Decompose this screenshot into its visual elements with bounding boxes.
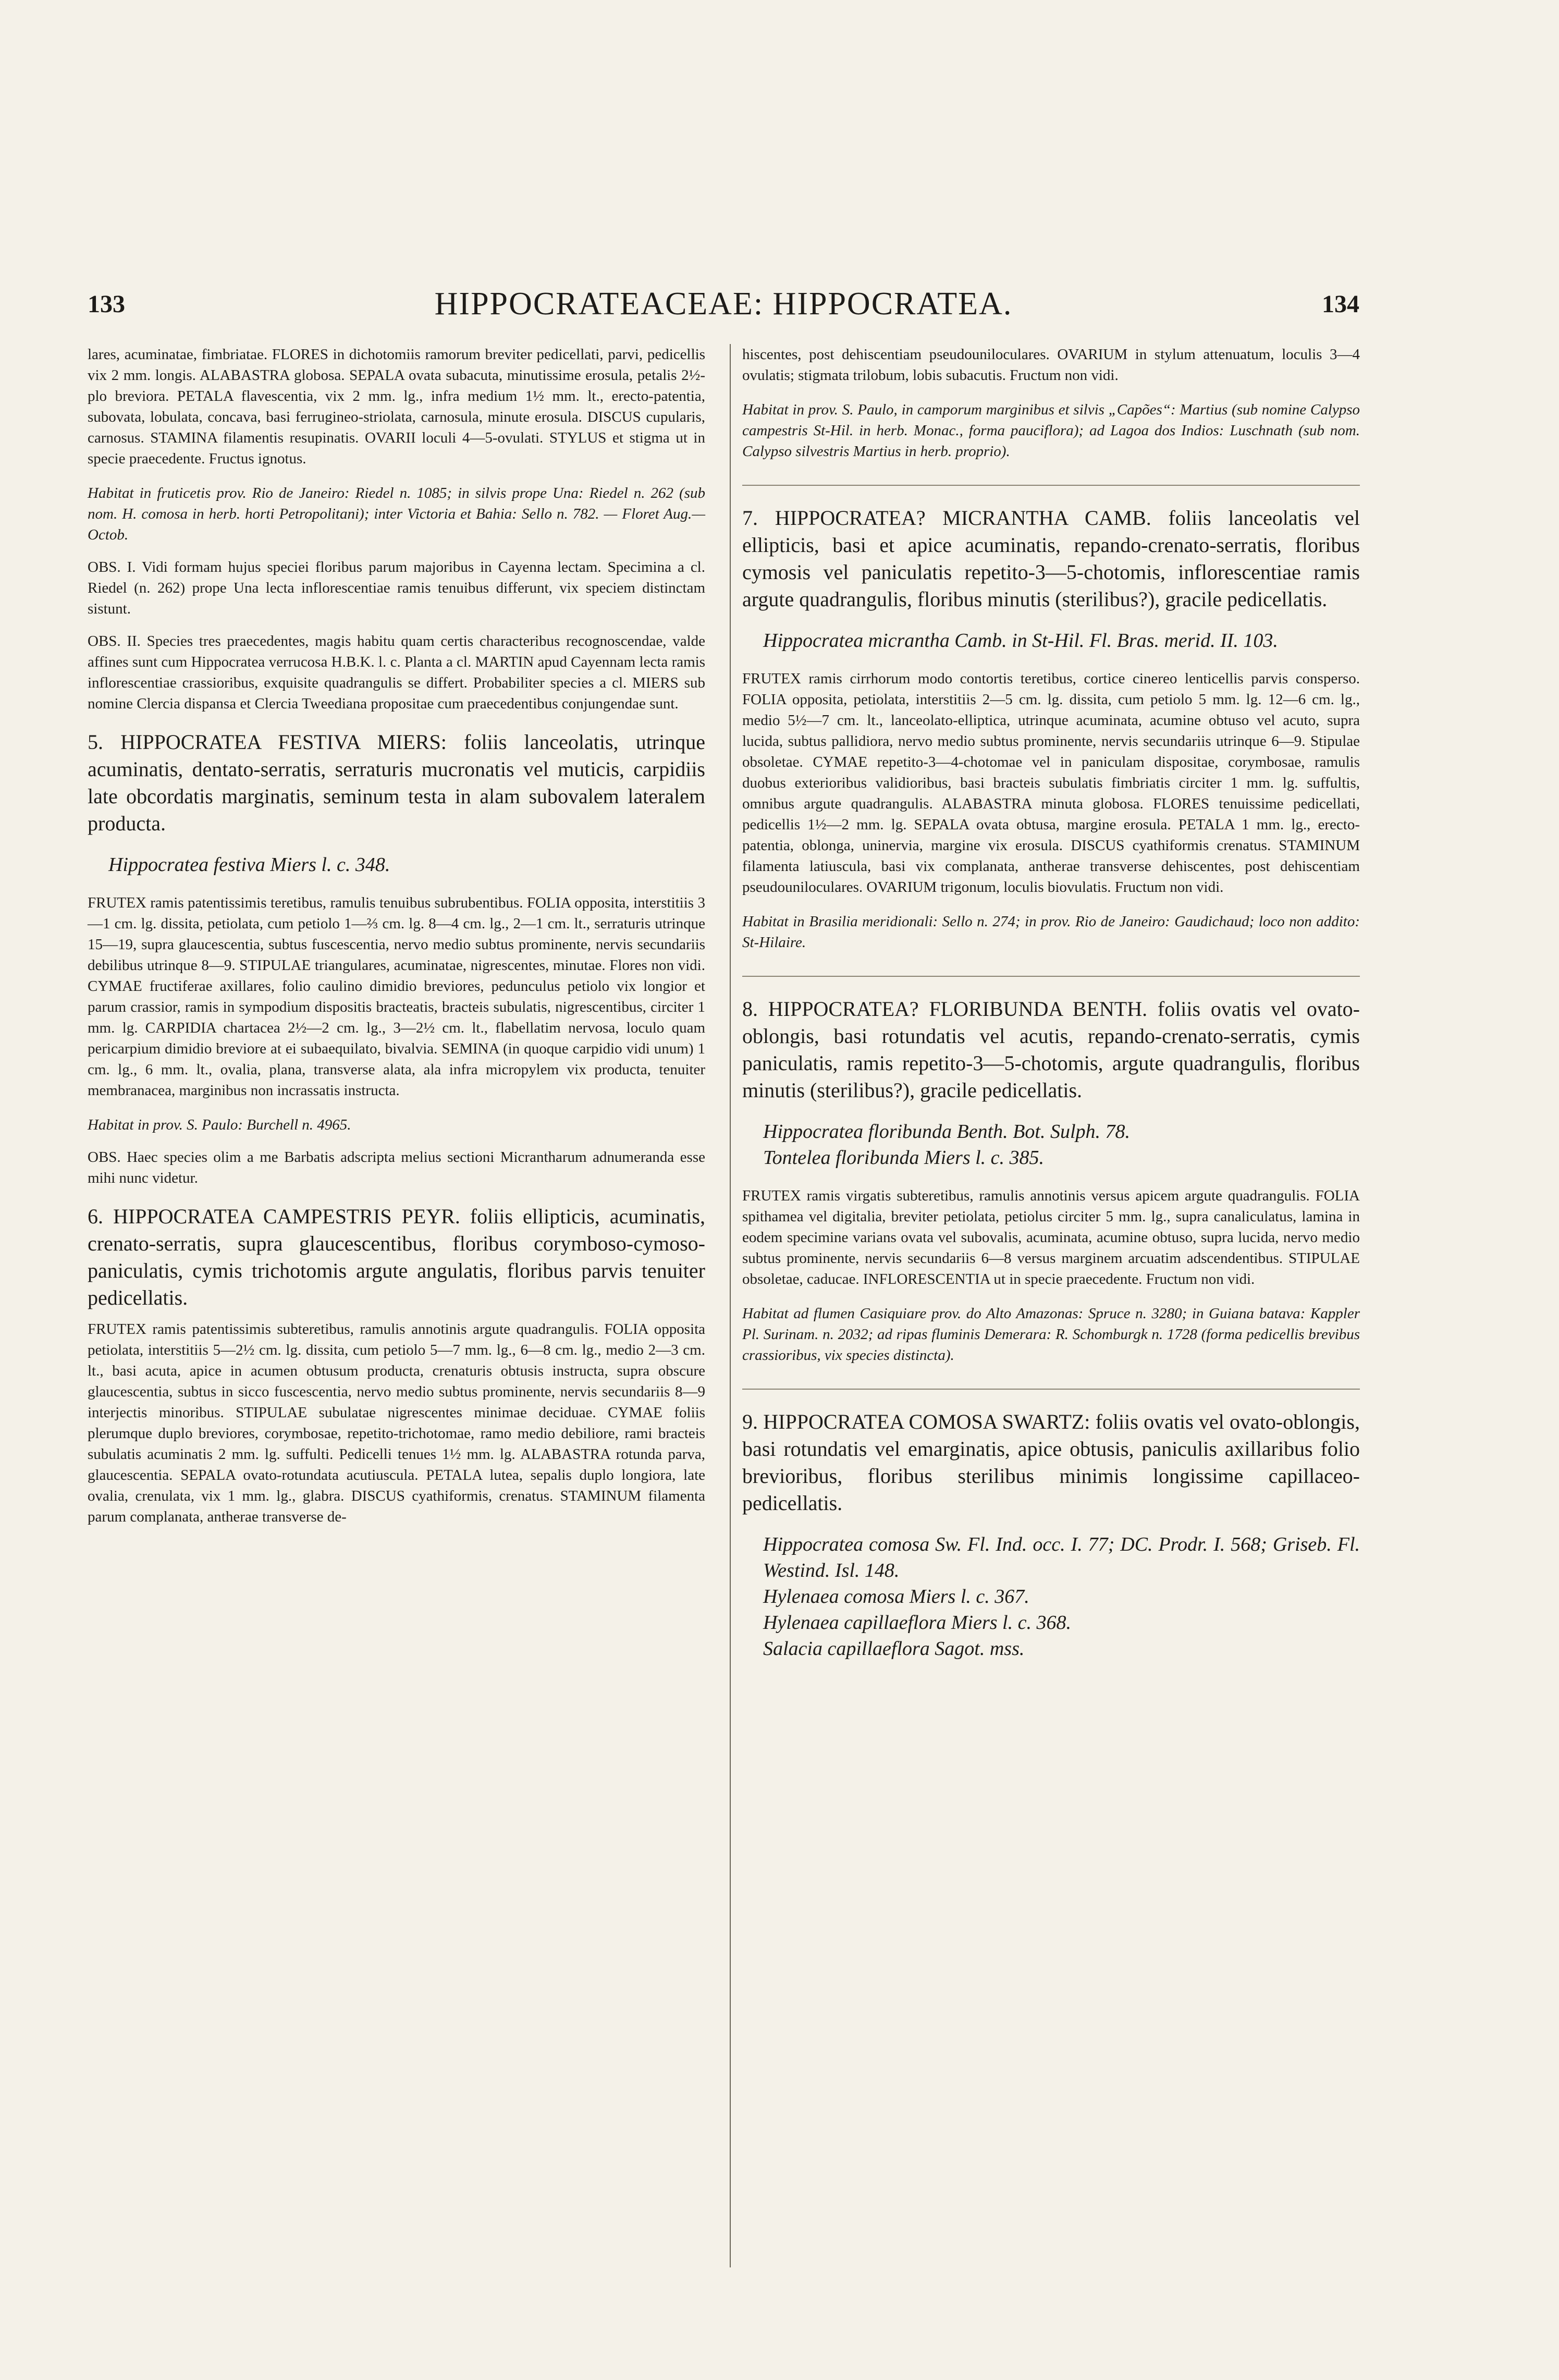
page-number-left: 133 (88, 290, 125, 318)
habitat-text: Habitat ad flumen Casiquiare prov. do Alto Amazonas: Spruce n. 3280; in Guiana batava: Kappler Pl. Surinam. n. 2032; ad ripas fluminis Demerara: R. Schomburgk n. 1728 (forma pedicellis brevibus crassioribus, vix species distincta). (742, 1305, 1360, 1364)
right-column (742, 344, 1360, 1662)
section-rule (742, 976, 1360, 977)
species-heading: 7. HIPPOCRATEA? MICRANTHA CAMB. foliis lanceolatis vel ellipticis, basi et apice acuminatis, repando-crenato-serratis, floribus cymosis vel paniculatis repetito-3—5-chotomis, inflorescentiae ramis argute quadrangulis, floribus minutis (sterilibus?), gracile pedicellatis. (742, 506, 1360, 611)
description-text: FRUTEX ramis virgatis subteretibus, ramulis annotinis versus apicem argute quadrangulis. FOLIA spithamea vel digitalia, breviter petiolata, petiolus circiter 5 mm. lg., supra canaliculatus, lamina in eodem specimine varians ovata vel subovalis, acuminata, acumine obtuso, supra lucida, nervo medio subtus prominente, nervis secundariis 6—8 versus marginem arcuatim adscendentibus. STIPULAE obsoletae, caducae. INFLORESCENTIA ut in specie praecedente. Fructum non vidi. (742, 1187, 1360, 1287)
synonym-line: Hippocratea floribunda Benth. Bot. Sulph. 78. (763, 1121, 1131, 1143)
habitat-text: Habitat in Brasilia meridionali: Sello n. 274; in prov. Rio de Janeiro: Gaudichaud; loco non addito: St-Hilaire. (742, 913, 1360, 951)
species-heading: 6. HIPPOCRATEA CAMPESTRIS PEYR. foliis ellipticis, acuminatis, crenato-serratis, supra glaucescentibus, floribus corymboso-cymoso-paniculatis, cymis trichotomis argute angulatis, floribus parvis tenuiter pedicellatis. (88, 1205, 705, 1309)
habitat-text: Habitat in prov. S. Paulo: Burchell n. 4965. (88, 1117, 351, 1133)
observation-text: OBS. Haec species olim a me Barbatis adscripta melius sectioni Micrantharum adnumeranda esse mihi nunc videtur. (88, 1149, 705, 1186)
species-heading: 8. HIPPOCRATEA? FLORIBUNDA BENTH. foliis ovatis vel ovato-oblongis, basi rotundatis vel acutis, repando-crenato-serratis, cymis paniculatis, ramis repetito-3—5-chotomis, argute quadrangulis, floribus minutis (sterilibus?), gracile pedicellatis. (742, 997, 1360, 1102)
description-text: FRUTEX ramis patentissimis subteretibus, ramulis annotinis argute quadrangulis. FOLIA opposita petiolata, interstitiis 5—2½ cm. lg. dissita, cum petiolo 5—7 mm. lg., 6—8 cm. lg., medio 2—3 cm. lt., basi acuta, apice in acumen obtusum producta, crenaturis obtusis instructa, supra obscure glaucescentia, subtus in sicco fuscescentia, nervo medio subtus prominente, nervis secundariis 8—9 interjectis minoribus. STIPULAE subulatae nigrescentes minimae deciduae. CYMAE foliis plerumque duplo breviores, corymbosae, repetito-trichotomae, ramo medio debiliore, rami bracteis subulatis acuminatis 2 mm. lg. suffulti. Pedicelli tenues 1½ mm. lg. ALABASTRA rotunda parva, glaucescentia. SEPALA ovato-rotundata acutiuscula. PETALA lutea, sepalis duplo longiora, late ovalia, crenulata, vix 1 mm. lg., glabra. DISCUS cyathiformis, crenatus. STAMINUM filamenta parum complanata, antherae transverse de- (88, 1321, 705, 1525)
species-heading: 9. HIPPOCRATEA COMOSA SWARTZ: foliis ovatis vel ovato-oblongis, basi rotundatis vel emarginatis, apice obtusis, paniculis axillaribus folio brevioribus, floribus sterilibus minimis longissime capillaceo-pedicellatis. (742, 1410, 1360, 1515)
habitat-text: Habitat in prov. S. Paulo, in camporum marginibus et silvis „Capões“: Martius (sub nomine Calypso campestris St-Hil. in herb. Monac., forma pauciflora); ad Lagoa dos Indios: Luschnath (sub nom. Calypso silvestris Martius in herb. proprio). (742, 401, 1360, 460)
column-divider (730, 344, 731, 2267)
observation-text: OBS. II. Species tres praecedentes, magis habitu quam certis characteribus recognoscendae, valde affines sunt cum Hippocratea verrucosa H.B.K. l. c. Planta a cl. MARTIN apud Cayennam lecta ramis inflorescentiae crassioribus, exquisite quadrangulis se differt. Probabiliter species a cl. MIERS sub nomine Clercia dispansa et Clercia Tweediana propositae cum praecedentibus conjungendae sunt. (88, 633, 705, 712)
synonym-line: Salacia capillaeflora Sagot. mss. (763, 1638, 1025, 1660)
section-rule (742, 485, 1360, 486)
synonym-line: Hippocratea festiva Miers l. c. 348. (108, 854, 390, 876)
page-number-right: 134 (1322, 290, 1359, 318)
paragraph: lares, acuminatae, fimbriatae. FLORES in dichotomiis ramorum breviter pedicellati, parvi, pedicellis vix 2 mm. longis. ALABASTRA globosa. SEPALA ovata subacuta, minutissime erosula, petalis 2½-plo breviora. PETALA flavescentia, vix 2 mm. lg., infra medium 1½ mm. lt., erecto-patentia, subovata, lobulata, concava, basi ferrugineo-striolata, carnosula, minute erosula. DISCUS cupularis, carnosus. STAMINA filamentis resupinatis. OVARII loculi 4—5-ovulati. STYLUS et stigma ut in specie praecedente. Fructus ignotus. (88, 346, 705, 467)
synonym-line: Hylenaea capillaeflora Miers l. c. 368. (763, 1612, 1071, 1634)
synonym-line: Tontelea floribunda Miers l. c. 385. (763, 1147, 1045, 1169)
paragraph: hiscentes, post dehiscentiam pseudouniloculares. OVARIUM in stylum attenuatum, loculis 3—4 ovulatis; stigmata trilobum, lobis subacutis. Fructum non vidi. (742, 346, 1360, 384)
page-header (88, 286, 1359, 327)
habitat-text: Habitat in fruticetis prov. Rio de Janeiro: Riedel n. 1085; in silvis prope Una: Riedel n. 262 (sub nom. H. comosa in herb. horti Petropolitani); inter Victoria et Bahia: Sello n. 782. — Floret Aug.—Octob. (88, 485, 705, 543)
species-heading: 5. HIPPOCRATEA FESTIVA MIERS: foliis lanceolatis, utrinque acuminatis, dentato-serratis, serraturis mucronatis vel muticis, carpidiis late obcordatis marginatis, seminum testa in alam subovalem lateralem producta. (88, 730, 705, 835)
synonym-line: Hippocratea comosa Sw. Fl. Ind. occ. I. 77; DC. Prodr. I. 568; Griseb. Fl. Westind. Isl. 148. (763, 1533, 1360, 1581)
observation-text: OBS. I. Vidi formam hujus speciei floribus parum majoribus in Cayenna lectam. Specimina a cl. Riedel (n. 262) prope Una lecta inflorescentiae ramis tenuibus differunt, vix speciem distinctam sistunt. (88, 559, 705, 617)
description-text: FRUTEX ramis patentissimis teretibus, ramulis tenuibus subrubentibus. FOLIA opposita, interstitiis 3—1 cm. lg. dissita, petiolata, cum petiolo 1—⅔ cm. lg. 8—4 cm. lg., 2—1 cm. lt., serraturis utrinque 15—19, supra glaucescentia, subtus fuscescentia, nervo medio subtus prominente, nervis secundariis debilibus utrinque 8—9. STIPULAE triangulares, acuminatae, nigrescentes, minutae. Flores non vidi. CYMAE fructiferae axillares, folio caulino dimidio breviores, pedunculus petiolo vix longior et parum crassior, ramis in sympodium dispositis bracteatis, bracteis subulatis, nigrescentibus, circiter 1 mm. lg. CARPIDIA chartacea 2½—2 cm. lg., 3—2½ cm. lt., flabellatim nervosa, loculo quam pericarpium dimidio breviore at ei subaequilato, bivalvia. SEMINA (in quoque carpidio vidi unum) 1 cm. lg., 6 mm. lt., ovalia, plana, transverse alata, ala infra micropylem vix producta, tenuiter membranacea, marginibus non incrassatis instructa. (88, 894, 705, 1099)
section-rule (742, 1389, 1360, 1390)
synonym-line: Hylenaea comosa Miers l. c. 367. (763, 1586, 1029, 1608)
synonym-line: Hippocratea micrantha Camb. in St-Hil. Fl. Bras. merid. II. 103. (763, 630, 1278, 652)
running-title: HIPPOCRATEACEAE: HIPPOCRATEA. (434, 286, 1013, 322)
description-text: FRUTEX ramis cirrhorum modo contortis teretibus, cortice cinereo lenticellis parvis consperso. FOLIA opposita, petiolata, interstitiis 2—5 cm. lg. dissita, cum petiolo 5 mm. lg. 12—6 cm. lg., medio 5½—7 cm. lt., lanceolato-elliptica, utrinque acuminata, acumine obtuso vel acuto, supra lucida, subtus pallidiora, nervo medio subtus prominente, nervis secundariis utrinque 6—9. Stipulae obsoletae. CYMAE repetito-3—4-chotomae vel in paniculam dispositae, corymbosae, ramulis duobus exterioribus validioribus, basi bracteis subulatis fimbriatis circiter 1 mm. lg. suffultis, omnibus argute quadrangulis. ALABASTRA minuta globosa. FLORES tenuissime pedicellati, pedicellis 1½—2 mm. lg. SEPALA ovata obtusa, margine erosula. PETALA 1 mm. lg., erecto-patentia, oblonga, uninervia, margine vix erosula. DISCUS cyathiformis crenatus. STAMINUM filamenta latiuscula, basi vix complanata, antherae transverse dehiscentes, post dehiscentiam pseudouniloculares. OVARIUM trigonum, loculis biovulatis. Fructum non vidi. (742, 670, 1360, 895)
left-column (88, 344, 705, 1535)
